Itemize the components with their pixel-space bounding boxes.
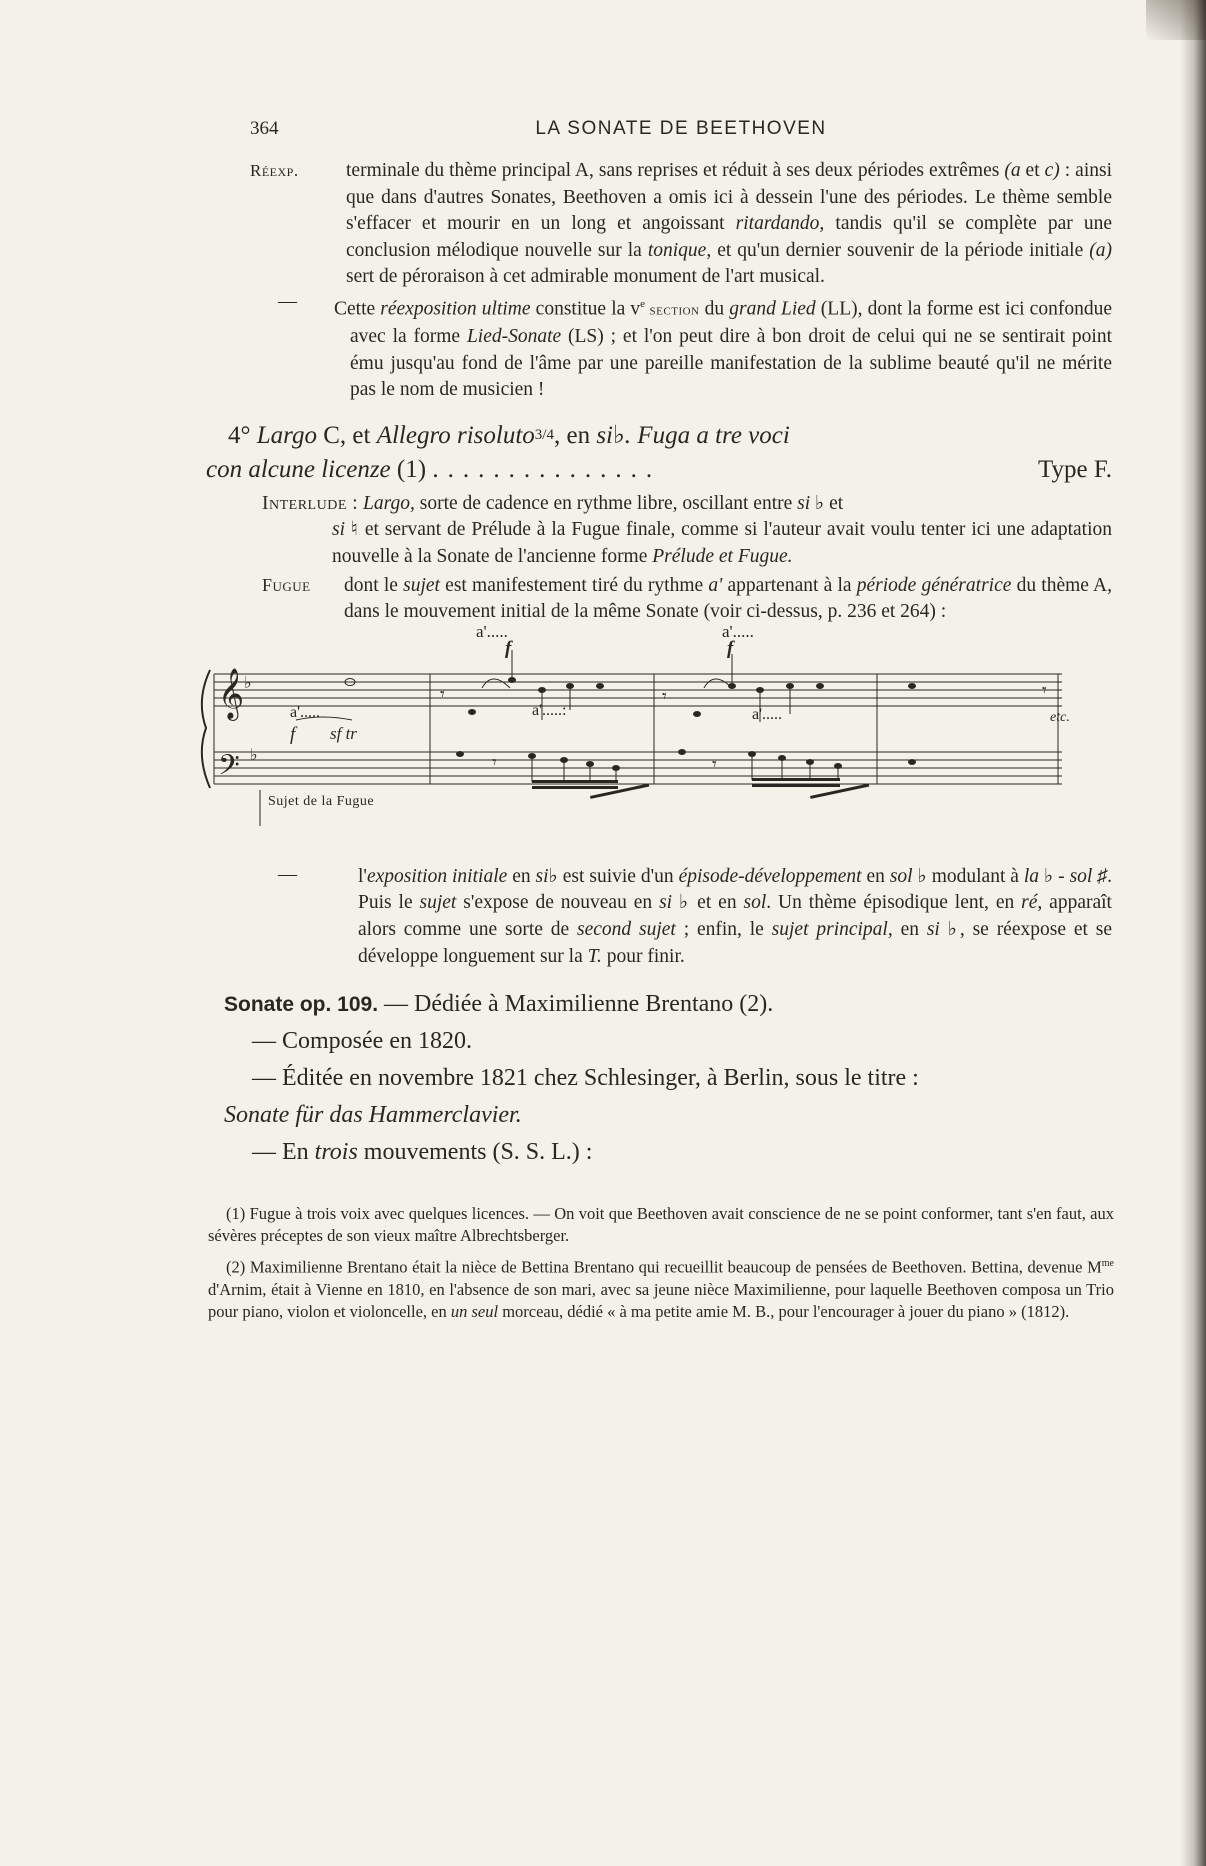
- reexp-label: Réexp.: [250, 161, 299, 180]
- music-mark-a1: a'.....: [476, 621, 508, 641]
- music-mark-bass-f: f: [290, 723, 296, 745]
- sonate-109-block: [224, 986, 1112, 1171]
- svg-text:♭: ♭: [244, 672, 252, 692]
- type-label: Type F.: [1037, 455, 1112, 483]
- svg-text:𝄾: 𝄾: [662, 685, 667, 707]
- reexposition-paragraph: [250, 291, 1112, 404]
- page-number: 364: [250, 118, 279, 139]
- sonate-title-line: Sonate op. 109. — Dédiée à Maximilienne Brentano (2).: [224, 991, 774, 1018]
- svg-text:𝄞: 𝄞: [218, 667, 245, 719]
- dash: —: [278, 863, 297, 885]
- music-staff-svg: [192, 630, 1072, 856]
- music-mark-f2: f: [727, 637, 734, 659]
- music-mark-a2: a'.....: [722, 621, 754, 641]
- music-mark-bass-sf: sf tr: [330, 723, 357, 743]
- music-mark-a4: a'.....:: [532, 701, 567, 719]
- movement-heading-line2: con alcune licenze (1) ............... Type F.: [206, 453, 1112, 487]
- titre-line: Sonate für das Hammerclavier.: [224, 1102, 522, 1129]
- running-head: [250, 118, 1112, 148]
- svg-text:𝄾: 𝄾: [492, 751, 497, 773]
- interlude-paragraph: Interlude : Largo, sorte de cadence en rythme libre, oscillant entre si ♭ et si ♮ et servant de Prélude à la Fugue finale, comme si l'auteur avait voulu tenter ici une adaptation nouvelle à la Sonate de l'ancienne forme Prélude et Fugue.: [262, 492, 1113, 568]
- movement-heading: 4° Largo C, et Allegro risoluto3/4, en si♭. Fuga a tre voci: [228, 421, 790, 449]
- reexposition-text: Cette réexposition ultime constitue la $v^e$ section du grand Lied (LL), dont la forme est ici confondue avec la forme Lied-Sonate (LS) ; et l'on peut dire à bon droit de celui qui ne se sentirait point ému jusqu'au fond de l'âme par une pareille manifestation de la sublime beauté qu'il ne mérite pas le nom de musicien !: [334, 297, 1112, 401]
- fugue-label: Fugue: [262, 574, 311, 595]
- footnote-2: (2) Maximilienne Brentano était la nièce de Bettina Brentano qui recueillit beaucoup de pensées de Beethoven. Bettina, devenue $M^{me}$ d'Arnim, était à Vienne en 1810, en l'absence de son mari, avec sa jeune nièce Maximilienne, pour laquelle Beethoven composa un Trio pour piano, violon et violoncelle, en un seul morceau, dédié « à ma petite amie M. B., pour l'encourager à jouer du piano » (1812).: [208, 1257, 1114, 1321]
- svg-text:𝄢: 𝄢: [218, 748, 240, 789]
- reexp-text: terminale du thème principal A, sans reprises et réduit à ses deux périodes extrêmes (a et c) : ainsi que dans d'autres Sonates, Beethoven a omis ici à dessein l'une des périodes. Le thème semble s'effacer et mourir en un long et angoissant ritardando, tandis qu'il se complète par une conclusion mélodique nouvelle sur la tonique, et qu'un dernier souvenir de la période initiale (a) sert de péroraison à cet admirable monument de l'art musical.: [346, 160, 1113, 288]
- interlude-label: Interlude :: [262, 492, 359, 514]
- footnotes: [208, 1203, 1114, 1323]
- exposition-text: l'exposition initiale en si♭ est suivie d'un épisode-développement en sol ♭ modulant à la ♭ - sol ♯. Puis le sujet s'expose de nouveau en si ♭ et en sol. Un thème épisodique lent, en ré, apparaît alors comme une sorte de second sujet ; enfin, le sujet principal, en si ♭, se réexpose et se développe longuement sur la T. pour finir.: [358, 865, 1113, 967]
- editee-line: — Éditée en novembre 1821 chez Schlesinger, à Berlin, sous le titre :: [252, 1065, 919, 1092]
- reexp-paragraph: [250, 158, 1112, 291]
- running-title: LA SONATE DE BEETHOVEN: [535, 118, 827, 139]
- page-content: [206, 118, 1114, 1323]
- exposition-paragraph: [250, 864, 1112, 970]
- svg-text:𝄾: 𝄾: [440, 683, 445, 705]
- footnote-1: (1) Fugue à trois voix avec quelques licences. — On voit que Beethoven avait conscience de ne se point conformer, tant s'en faut, aux sévères préceptes de son vieux maître Albrechtsberger.: [208, 1204, 1114, 1246]
- composee-line: — Composée en 1820.: [252, 1028, 472, 1055]
- music-mark-a5: a'.....: [752, 705, 782, 723]
- svg-text:𝄾: 𝄾: [712, 753, 717, 775]
- fugue-paragraph: [250, 573, 1112, 626]
- music-mark-etc: etc.: [1050, 709, 1070, 725]
- svg-text:𝄾: 𝄾: [1042, 679, 1047, 701]
- mouvements-line: — En trois mouvements (S. S. L.) :: [252, 1139, 593, 1166]
- dash: —: [278, 290, 297, 312]
- page-edge-corner: [1146, 0, 1206, 40]
- page-edge-shadow: [1180, 0, 1206, 1866]
- svg-text:♭: ♭: [250, 744, 258, 764]
- music-caption: Sujet de la Fugue: [268, 793, 375, 809]
- fugue-text: dont le sujet est manifestement tiré du rythme a' appartenant à la période génératrice du thème A, dans le mouvement initial de la même Sonate (voir ci-dessus, p. 236 et 264) :: [344, 574, 1113, 623]
- music-example: [218, 621, 1112, 856]
- music-mark-f1: f: [505, 637, 512, 659]
- music-mark-a3: a'.....: [290, 703, 320, 721]
